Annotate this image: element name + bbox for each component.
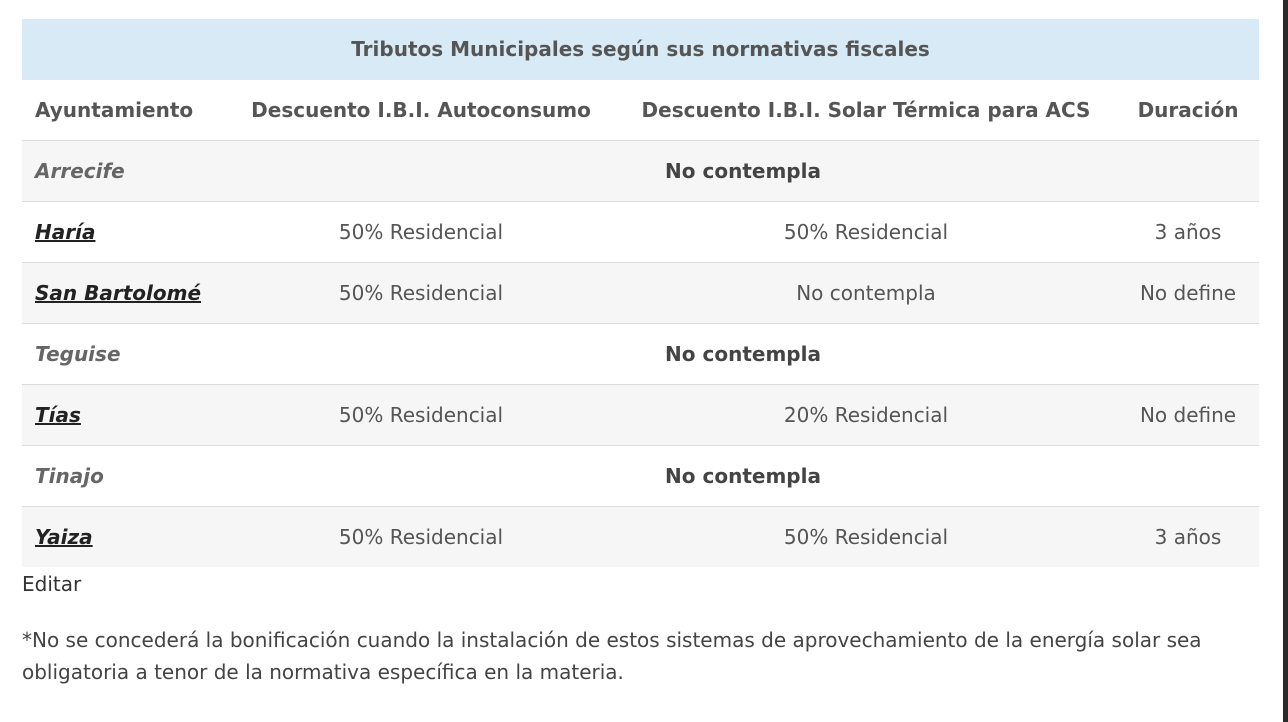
- edit-link[interactable]: Editar: [22, 572, 82, 596]
- solar-cell: 20% Residencial: [615, 385, 1117, 446]
- town-link-san-bartolome[interactable]: San Bartolomé: [35, 281, 202, 305]
- town-link-tias[interactable]: Tías: [35, 403, 81, 427]
- town-link-yaiza[interactable]: Yaiza: [35, 525, 93, 549]
- header-duracion: Duración: [1117, 80, 1259, 141]
- table-row: [22, 324, 1259, 385]
- header-solar-termica: Descuento I.B.I. Solar Térmica para ACS: [615, 80, 1117, 141]
- autoconsumo-cell: 50% Residencial: [227, 507, 615, 568]
- merged-cell: [227, 324, 1259, 385]
- town-name: Teguise: [35, 342, 121, 366]
- solar-cell: 50% Residencial: [615, 507, 1117, 568]
- table-title-row: [22, 19, 1259, 80]
- autoconsumo-cell: 50% Residencial: [227, 202, 615, 263]
- footnote: *No se concederá la bonificación cuando la instalación de estos sistemas de aprovechamiento de la energía solar sea obligatoria a tenor de la normativa específica en la materia.: [22, 628, 1202, 684]
- duracion-cell: No define: [1117, 385, 1259, 446]
- town-cell: [22, 324, 227, 385]
- tributos-table: [22, 19, 1259, 567]
- table-row: [22, 202, 1259, 263]
- content-area: [22, 19, 1259, 708]
- no-contempla-text: No contempla: [665, 464, 821, 488]
- town-name: Tinajo: [35, 464, 104, 488]
- table-row: [22, 141, 1259, 202]
- table-header-row: [22, 80, 1259, 141]
- town-cell: [22, 263, 227, 324]
- town-link-haria[interactable]: Haría: [35, 220, 96, 244]
- table-row: [22, 507, 1259, 568]
- window-edge: [1283, 0, 1288, 722]
- town-name: Arrecife: [35, 159, 125, 183]
- table-row: [22, 263, 1259, 324]
- solar-cell: 50% Residencial: [615, 202, 1117, 263]
- table-title: Tributos Municipales según sus normativas fiscales: [22, 19, 1259, 80]
- town-cell: [22, 202, 227, 263]
- no-contempla-text: No contempla: [665, 342, 821, 366]
- no-contempla-text: No contempla: [665, 159, 821, 183]
- solar-cell: No contempla: [615, 263, 1117, 324]
- autoconsumo-cell: 50% Residencial: [227, 385, 615, 446]
- table-row: [22, 446, 1259, 507]
- duracion-cell: No define: [1117, 263, 1259, 324]
- header-ayuntamiento: Ayuntamiento: [22, 80, 227, 141]
- header-autoconsumo: Descuento I.B.I. Autoconsumo: [227, 80, 615, 141]
- duracion-cell: 3 años: [1117, 507, 1259, 568]
- town-cell: [22, 446, 227, 507]
- autoconsumo-cell: 50% Residencial: [227, 263, 615, 324]
- town-cell: [22, 385, 227, 446]
- merged-cell: [227, 446, 1259, 507]
- town-cell: [22, 141, 227, 202]
- table-row: [22, 385, 1259, 446]
- town-cell: [22, 507, 227, 568]
- duracion-cell: 3 años: [1117, 202, 1259, 263]
- merged-cell: [227, 141, 1259, 202]
